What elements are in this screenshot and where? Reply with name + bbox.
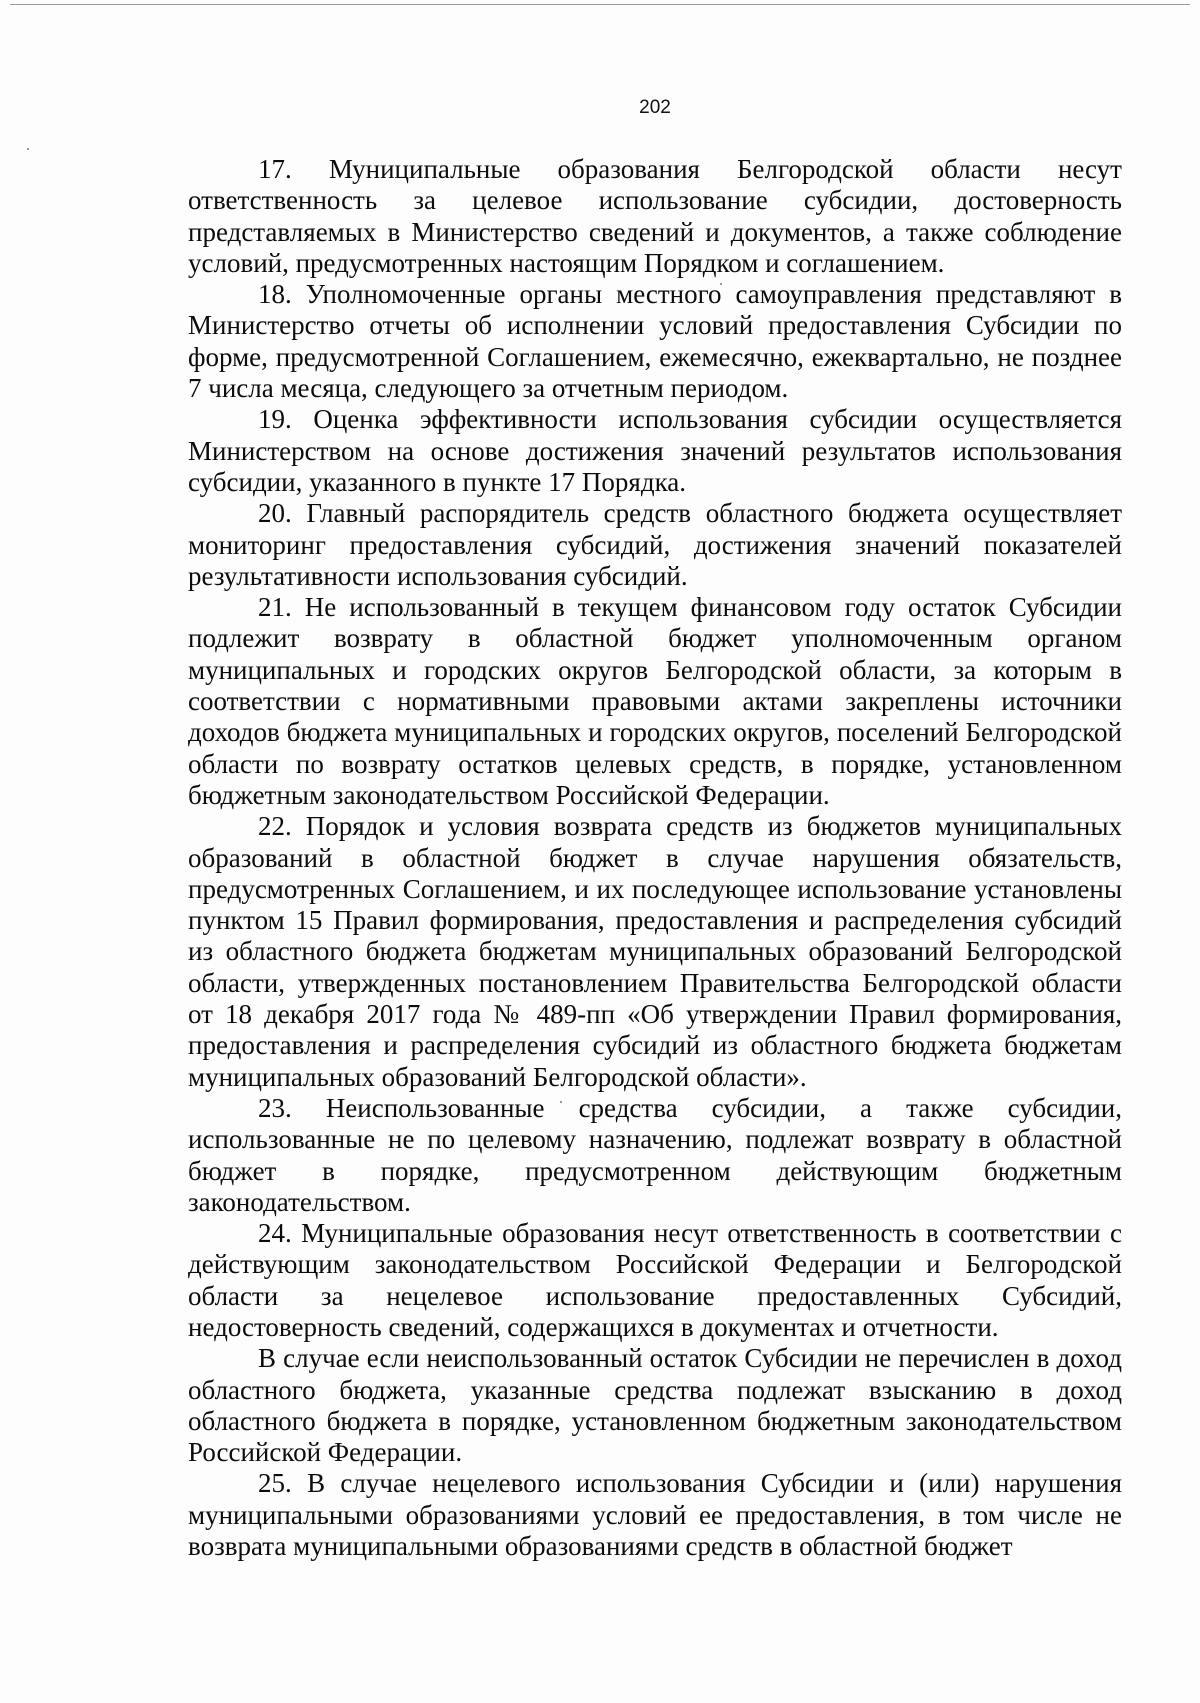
page-number: 202 <box>639 97 671 118</box>
document-body <box>188 154 1122 1562</box>
paragraph-17: 17. Муниципальные образования Белгородской области несут ответственность за целевое использование субсидии, достоверность представляемых в Министерство сведений и документов, а также соблюдение условий, предусмотренных настоящим Порядком и соглашением. <box>188 154 1122 278</box>
paragraph-24-continuation: В случае если неиспользованный остаток Субсидии не перечислен в доход областного бюджета, указанные средства подлежат взысканию в доход областного бюджета в порядке, установленном бюджетным законодательством Российской Федерации. <box>188 1343 1122 1468</box>
paragraph-21: 21. Не использованный в текущем финансовом году остаток Субсидии подлежит возврату в областной бюджет уполномоченным органом муниципальных и городских округов Белгородской области, за которым в соответствии с нормативными правовыми актами закреплены источники доходов бюджета муниципальных и городских округов, поселений Белгородской области по возврату остатков целевых средств, в порядке, установленном бюджетным законодательством Российской Федерации. <box>188 592 1122 810</box>
scan-speck <box>27 148 29 150</box>
paragraph-25: 25. В случае нецелевого использования Субсидии и (или) нарушения муниципальными образованиями условий ее предоставления, в том числе не возврата муниципальными образованиями средств в областной бюджет <box>188 1468 1122 1562</box>
scan-top-edge <box>10 4 1190 5</box>
paragraph-24: 24. Муниципальные образования несут ответственность в соответствии с действующим законодательством Российской Федерации и Белгородской области за нецелевое использование предоставленных Субсидий, недостоверность сведений, содержащихся в документах и отчетности. <box>188 1218 1122 1342</box>
paragraph-23: 23. Неиспользованные средства субсидии, а также субсидии, использованные не по целевому назначению, подлежат возврату в областной бюджет в порядке, предусмотренном действующим бюджетным законодательством. <box>188 1092 1122 1217</box>
paragraph-19: 19. Оценка эффективности использования субсидии осуществляется Министерством на основе достижения значений результатов использования субсидии, указанного в пункте 17 Порядка. <box>188 404 1122 497</box>
paragraph-18: 18. Уполномоченные органы местного самоуправления представляют в Министерство отчеты об исполнении условий предоставления Субсидии по форме, предусмотренной Соглашением, ежемесячно, ежеквартально, не позднее 7 числа месяца, следующего за отчетным периодом. <box>188 279 1122 404</box>
paragraph-22: 22. Порядок и условия возврата средств из бюджетов муниципальных образований в областной бюджет в случае нарушения обязательств, предусмотренных Соглашением, и их последующее использование установлены пунктом 15 Правил формирования, предоставления и распределения субсидий из областного бюджета бюджетам муниципальных образований Белгородской области, утвержденных постановлением Правительства Белгородской области от 18 декабря 2017 года № 489-пп «Об утверждении Правил формирования, предоставления и распределения субсидий из областного бюджета бюджетам муниципальных образований Белгородской области». <box>188 811 1122 1092</box>
paragraph-20: 20. Главный распорядитель средств областного бюджета осуществляет мониторинг предоставления субсидий, достижения значений показателей результативности использования субсидий. <box>188 498 1122 591</box>
